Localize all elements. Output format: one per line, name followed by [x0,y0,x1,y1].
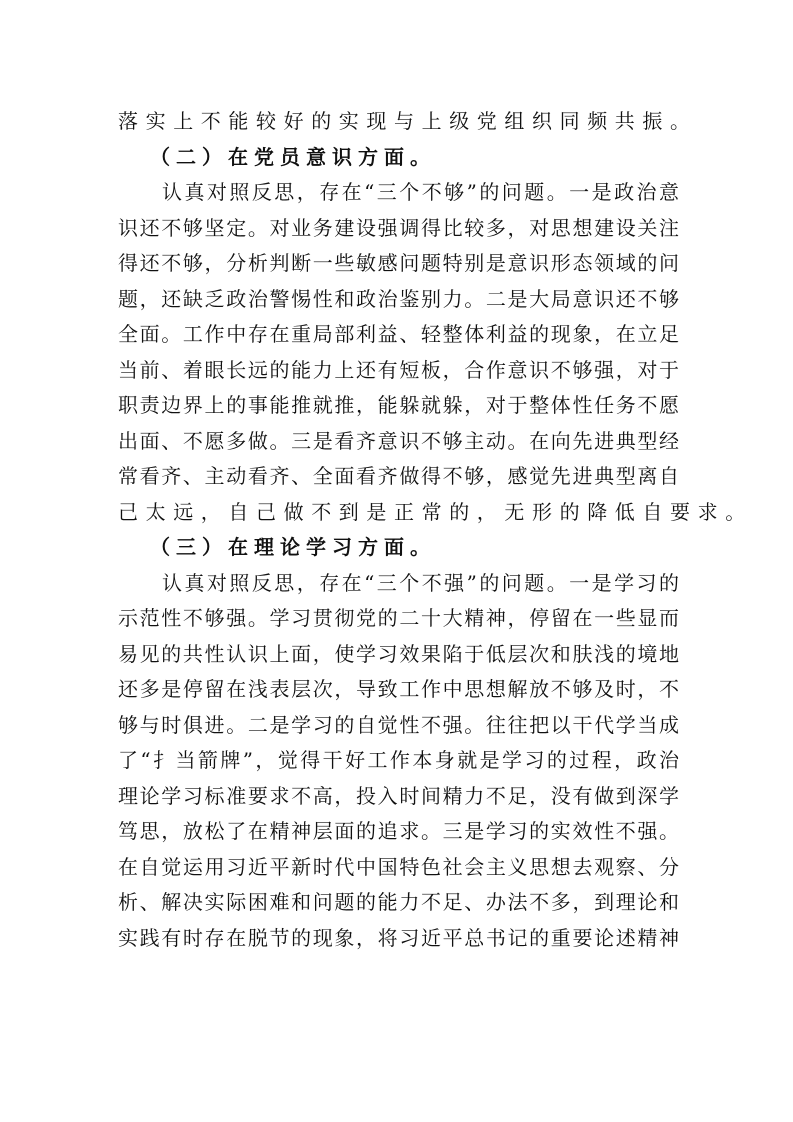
text-line: 还多是停留在浅表层次，导致工作中思想解放不够及时，不 [118,677,680,701]
text-line: 全面。工作中存在重局部利益、轻整体利益的现象，在立足 [118,322,680,346]
text-line: 了“扌当箭牌”，觉得干好工作本身就是学习的过程，政治 [118,748,680,772]
text-line: 常看齐、主动看齐、全面看齐做得不够，感觉先进典型离自 [118,464,680,488]
text-line: 当前、着眼长远的能力上还有短板，合作意识不够强，对于 [118,357,680,382]
text-line: 示范性不够强。学习贯彻党的二十大精神，停留在一些显而 [118,606,680,630]
text-line: 得还不够，分析判断一些敏感问题特别是意识形态领域的问 [118,251,680,275]
text-line: 理论学习标准要求不高，投入时间精力不足，没有做到深学 [118,783,680,808]
text-line: 析、解决实际困难和问题的能力不足、办法不多，到理论和 [118,890,680,914]
text-line: 实践有时存在脱节的现象，将习近平总书记的重要论述精神 [118,925,680,950]
text-line: 易见的共性认识上面，使学习效果陷于低层次和肤浅的境地 [118,641,680,666]
text-line: 认真对照反思，存在“三个不强”的问题。一是学习的 [162,570,680,595]
text-line: 出面、不愿多做。三是看齐意识不够主动。在向先进典型经 [118,428,680,453]
text-line: 认真对照反思，存在“三个不够”的问题。一是政治意 [162,180,680,204]
text-line: 职责边界上的事能推就推，能躲就躲，对于整体性任务不愿 [118,393,680,417]
text-line: 笃思，放松了在精神层面的追求。三是学习的实效性不强。 [118,819,680,843]
section-heading: （二）在党员意识方面。 [150,144,436,169]
text-line: 识还不够坚定。对业务建设强调得比较多，对思想建设关注 [118,215,680,240]
document-page [118,104,753,956]
section-heading: （三）在理论学习方面。 [150,535,436,559]
text-line: 在自觉运用习近平新时代中国特色社会主义思想去观察、分 [118,854,680,879]
text-line: 己太远，自己做不到是正常的，无形的降低自要求。 [118,499,753,524]
text-line: 落实上不能较好的实现与上级党组织同频共振。 [118,109,698,133]
text-line: 够与时俱进。二是学习的自觉性不强。往往把以干代学当成 [118,712,680,737]
text-line: 题，还缺乏政治警惕性和政治鉴别力。二是大局意识还不够 [118,286,680,311]
